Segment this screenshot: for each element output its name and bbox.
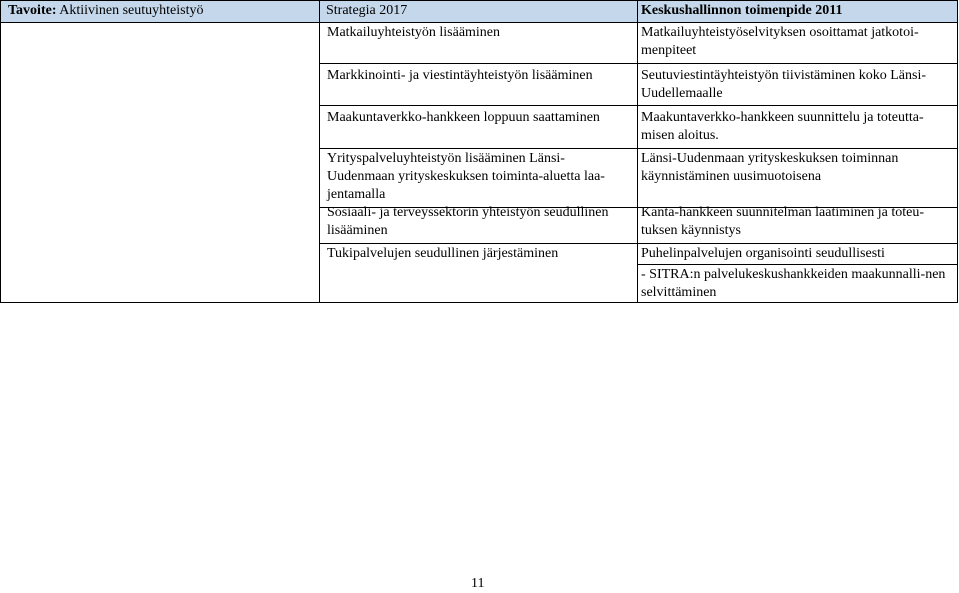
row-line — [319, 148, 957, 149]
measures-header: Keskushallinnon toimenpide 2011 — [641, 3, 843, 18]
column-divider-1 — [319, 1, 320, 303]
table-cell-measure: Matkailuyhteistyöselvityksen osoittamat jatkotoi-menpiteet — [641, 25, 919, 58]
table-cell-measure: Puhelinpalvelujen organisointi seudullisesti — [641, 246, 885, 261]
table-cell-strategy: Sosiaali- ja terveyssektorin yhteistyön seudullinen lisääminen — [327, 205, 609, 238]
row-line — [319, 63, 957, 64]
table-cell-strategy: Yrityspalveluyhteistyön lisääminen Länsi-Uudenmaan yrityskeskuksen toiminta-aluetta laa-jentamalla — [327, 151, 605, 202]
table-cell-strategy: Tukipalvelujen seudullinen järjestäminen — [327, 246, 559, 261]
page-number: 11 — [471, 576, 485, 591]
table-cell-measure: Seutuviestintäyhteistyön tiivistäminen koko Länsi-Uudellemaalle — [641, 68, 927, 101]
table-header-row — [0, 1, 958, 22]
goal-value: Aktiivinen seutuyhteistyö — [59, 3, 204, 18]
header-bottom-line — [0, 22, 958, 23]
column-divider-2 — [637, 1, 638, 303]
table-cell-strategy: Matkailuyhteistyön lisääminen — [327, 25, 501, 40]
table-cell-measure: - SITRA:n palvelukeskushankkeiden maakunnalli-nen selvittäminen — [641, 267, 946, 300]
table-border-right — [957, 1, 958, 303]
table-cell-measure: Kanta-hankkeen suunnitelman laatiminen ja toteu-tuksen käynnistys — [641, 205, 925, 238]
strategy-header: Strategia 2017 — [326, 3, 408, 18]
table-cell-measure: Maakuntaverkko-hankkeen suunnittelu ja toteutta-misen aloitus. — [641, 110, 924, 143]
table-cell-measure: Länsi-Uudenmaan yrityskeskuksen toiminnan käynnistäminen uusimuotoisena — [641, 151, 899, 184]
table-cell-strategy: Markkinointi- ja viestintäyhteistyön lisääminen — [327, 68, 593, 83]
table-cell-strategy: Maakuntaverkko-hankkeen loppuun saattaminen — [327, 110, 600, 125]
goal-label: Tavoite: — [8, 3, 57, 18]
row-line — [637, 264, 957, 265]
row-line — [319, 105, 957, 106]
goal-header-cell — [8, 1, 203, 22]
table-border-left — [0, 1, 1, 303]
row-line — [319, 243, 957, 244]
